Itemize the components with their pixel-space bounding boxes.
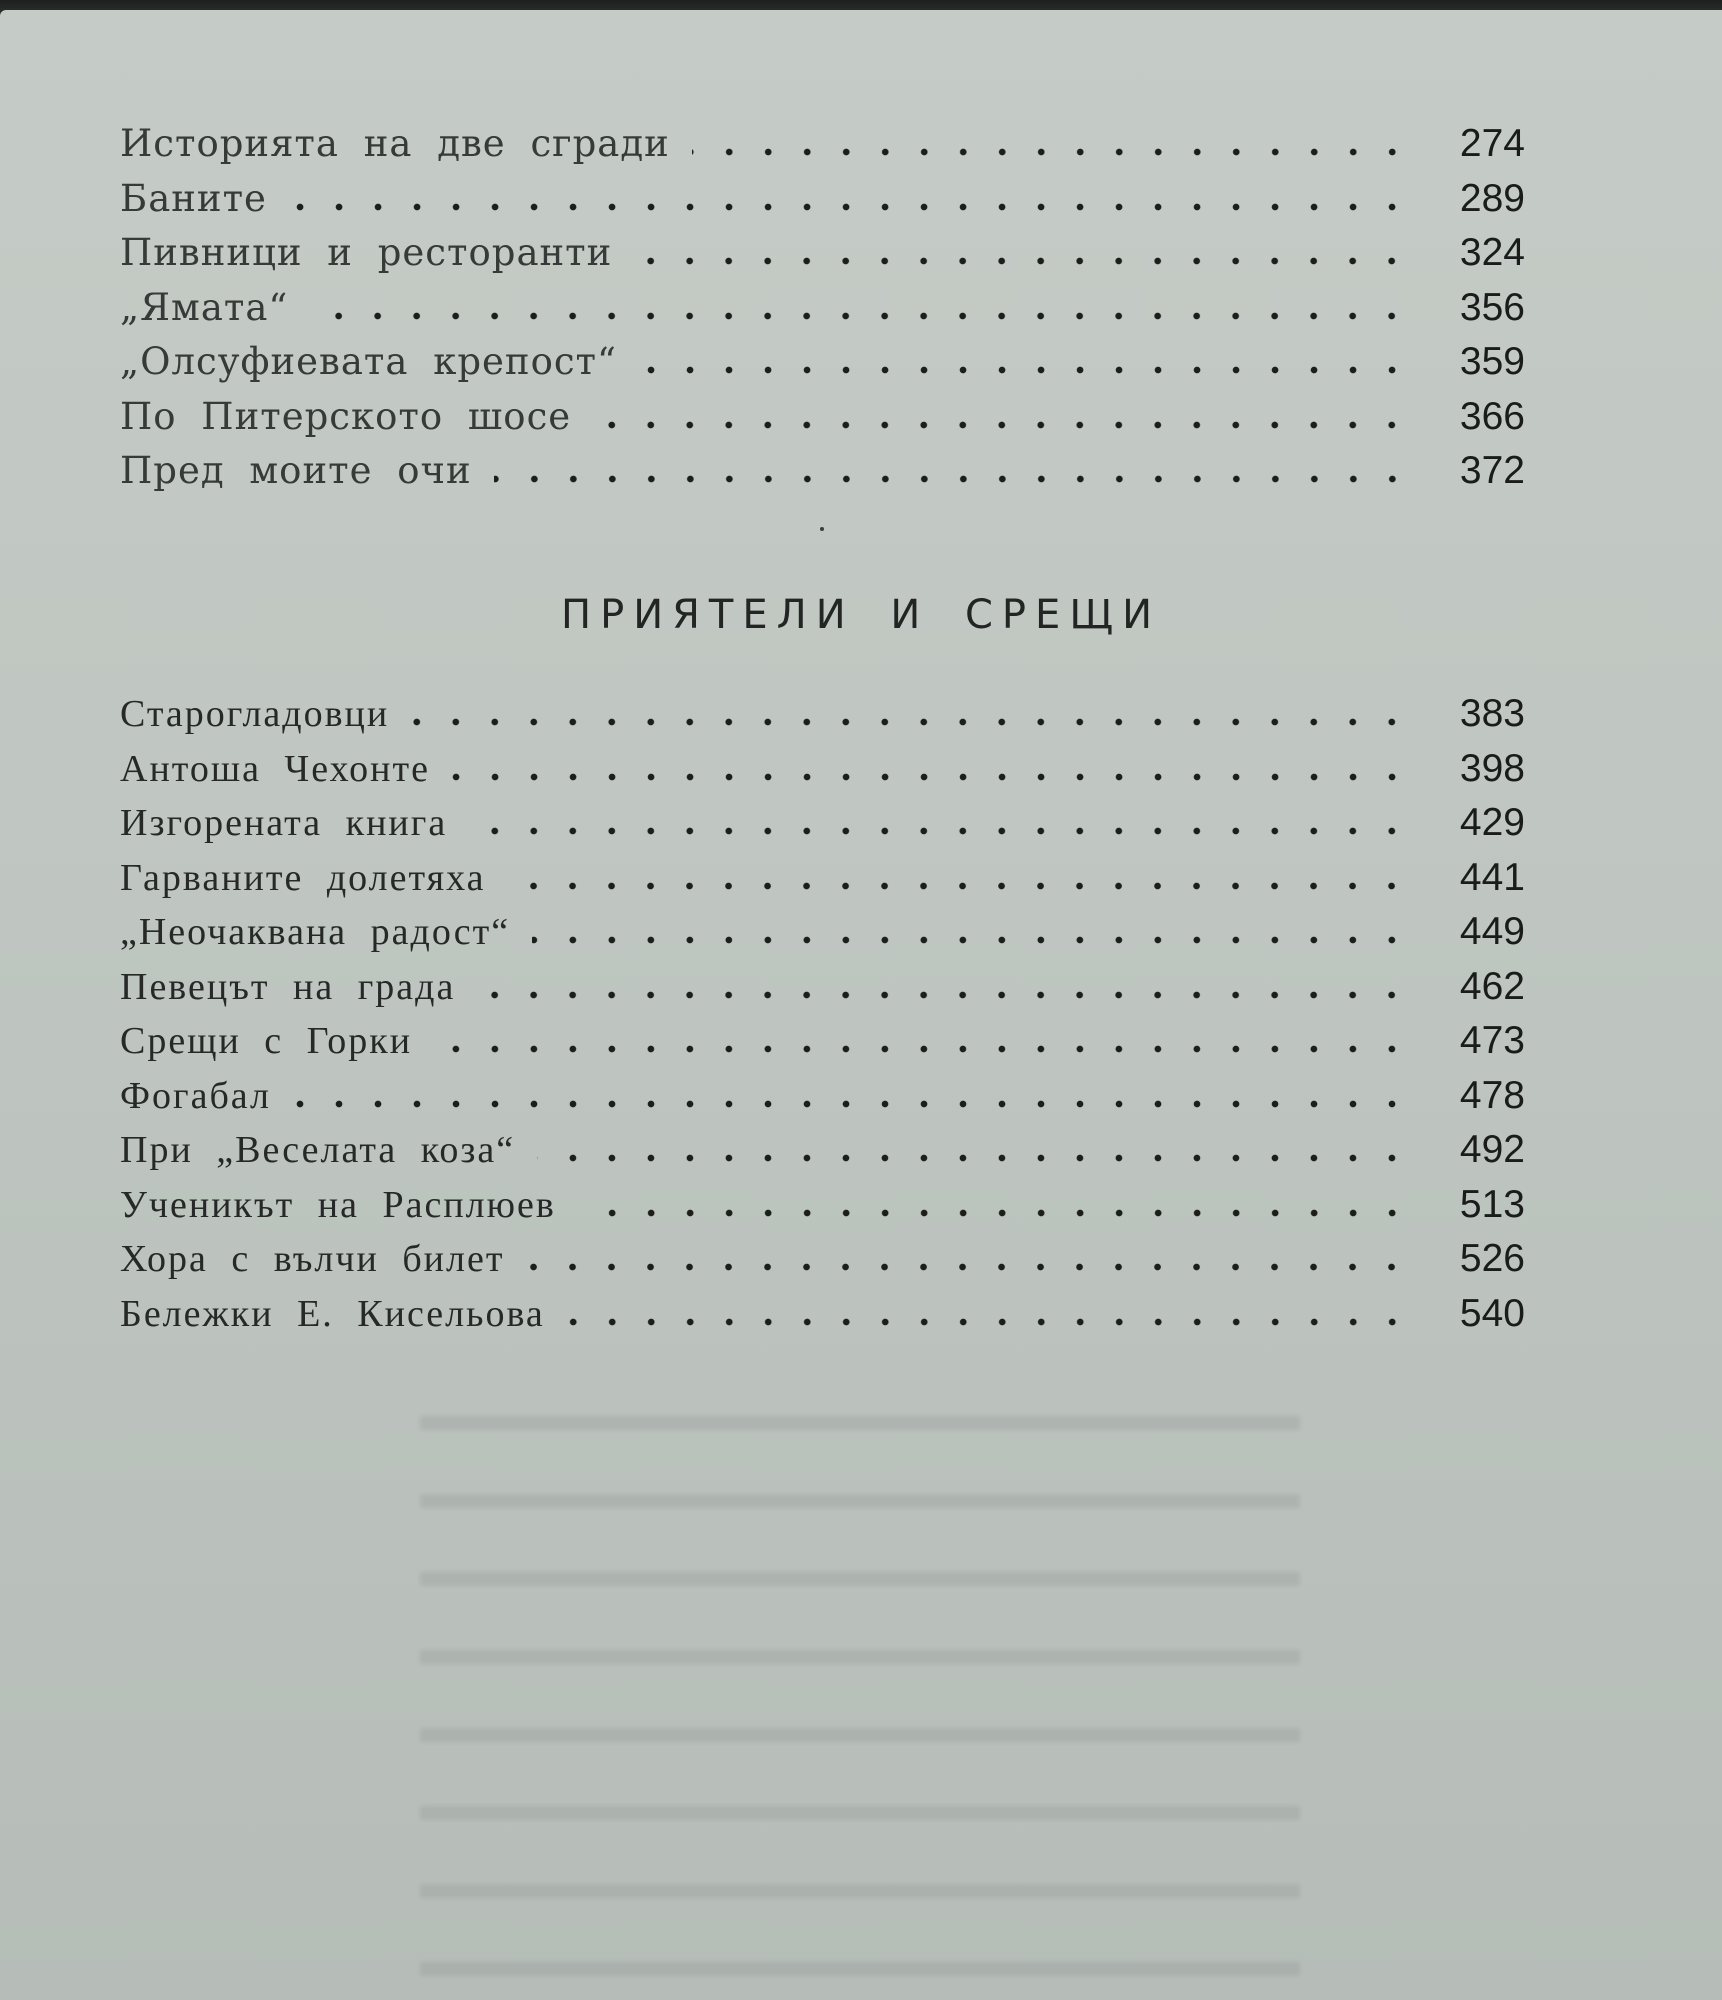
toc-entry-title: Старогладовци (120, 693, 390, 735)
dot-leader (567, 1290, 1427, 1326)
show-through-text (420, 1390, 1300, 1990)
toc-entry-title: Срещи с Горки (120, 1020, 413, 1062)
toc-entry (120, 1017, 1525, 1072)
toc-entry-page: 478 (1459, 1073, 1525, 1117)
toc-entry-title: Изгорената книга (120, 802, 448, 844)
toc-entry-page: 356 (1459, 285, 1525, 329)
toc-entry-page: 289 (1459, 176, 1525, 220)
dot-leader (537, 1126, 1427, 1162)
toc-entry-page: 526 (1459, 1237, 1525, 1280)
toc-entry-title: Пивници и ресторанти (120, 231, 613, 274)
toc-entry-page: 492 (1459, 1128, 1525, 1171)
toc-entry (120, 447, 1525, 502)
toc-entry-page: 540 (1459, 1291, 1525, 1335)
dot-leader (494, 447, 1427, 483)
toc-entry (120, 1181, 1525, 1236)
dot-leader (692, 120, 1427, 156)
toc-entry (120, 1290, 1525, 1345)
dot-leader (526, 1235, 1427, 1271)
toc-entry-title: По Питерското шосе (120, 394, 572, 438)
dot-leader (411, 690, 1427, 726)
toc-entry-title: „Неочаквана радост“ (120, 911, 511, 953)
dot-leader (477, 963, 1427, 999)
toc-entry (120, 393, 1525, 448)
toc-entry-page: 383 (1459, 692, 1525, 735)
toc-entry (120, 120, 1525, 175)
toc-entry (120, 854, 1525, 909)
toc-entry (120, 229, 1525, 284)
toc-entry-page: 429 (1459, 801, 1525, 844)
dot-leader (593, 393, 1427, 429)
dot-leader (452, 745, 1427, 781)
toc-entry-page: 274 (1459, 122, 1525, 165)
toc-entry-title: Фогабал (120, 1074, 271, 1117)
toc-entry (120, 690, 1525, 745)
dot-leader (469, 799, 1427, 835)
toc-entry-title: „Олсуфиевата крепост“ (120, 340, 617, 383)
book-page (0, 10, 1722, 2000)
toc-entry-page: 359 (1459, 340, 1525, 383)
section-heading: ПРИЯТЕЛИ И СРЕЩИ (561, 592, 1161, 638)
toc-entry-title: Историята на две сгради (120, 122, 670, 165)
toc-entry-title: Певецът на града (120, 965, 456, 1008)
dot-leader (578, 1181, 1427, 1217)
toc-list-section-2 (120, 690, 1525, 1344)
toc-entry-page: 398 (1459, 746, 1525, 790)
toc-entry (120, 1235, 1525, 1290)
toc-entry-title: Баните (120, 176, 267, 220)
toc-entry-page: 513 (1459, 1182, 1525, 1226)
toc-entry-page: 462 (1459, 964, 1525, 1008)
toc-entry-title: Хора с вълчи билет (120, 1238, 505, 1280)
toc-entry (120, 799, 1525, 854)
stray-mark (820, 527, 824, 531)
toc-entry-title: Пред моите очи (120, 449, 472, 492)
toc-entry (120, 963, 1525, 1018)
toc-entry (120, 908, 1525, 963)
toc-entry-title: При „Веселата коза“ (120, 1129, 516, 1171)
toc-entry (120, 1126, 1525, 1181)
dot-leader (639, 338, 1427, 374)
toc-entry-page: 441 (1459, 855, 1525, 899)
toc-entry-page: 449 (1459, 910, 1525, 953)
toc-list-section-1 (120, 120, 1525, 502)
toc-entry-title: Гарваните долетяха (120, 856, 486, 899)
toc-entry-page: 372 (1459, 449, 1525, 492)
toc-entry (120, 175, 1525, 230)
dot-leader (293, 1072, 1427, 1108)
toc-entry (120, 338, 1525, 393)
toc-entry (120, 284, 1525, 339)
toc-entry (120, 1072, 1525, 1127)
toc-entry-page: 366 (1459, 394, 1525, 438)
dot-leader (310, 284, 1427, 320)
dot-leader (532, 908, 1427, 944)
dot-leader (634, 229, 1427, 265)
dot-leader (507, 854, 1427, 890)
toc-entry-title: Антоша Чехонте (120, 747, 430, 790)
dot-leader (289, 175, 1427, 211)
toc-entry-title: Бележки Е. Кисельова (120, 1292, 545, 1335)
toc-entry-page: 473 (1459, 1019, 1525, 1062)
toc-entry-page: 324 (1459, 231, 1525, 274)
toc-entry-title: Ученикът на Расплюев (120, 1183, 556, 1226)
dot-leader (434, 1017, 1427, 1053)
toc-entry (120, 745, 1525, 800)
toc-entry-title: „Ямата“ (120, 285, 289, 329)
